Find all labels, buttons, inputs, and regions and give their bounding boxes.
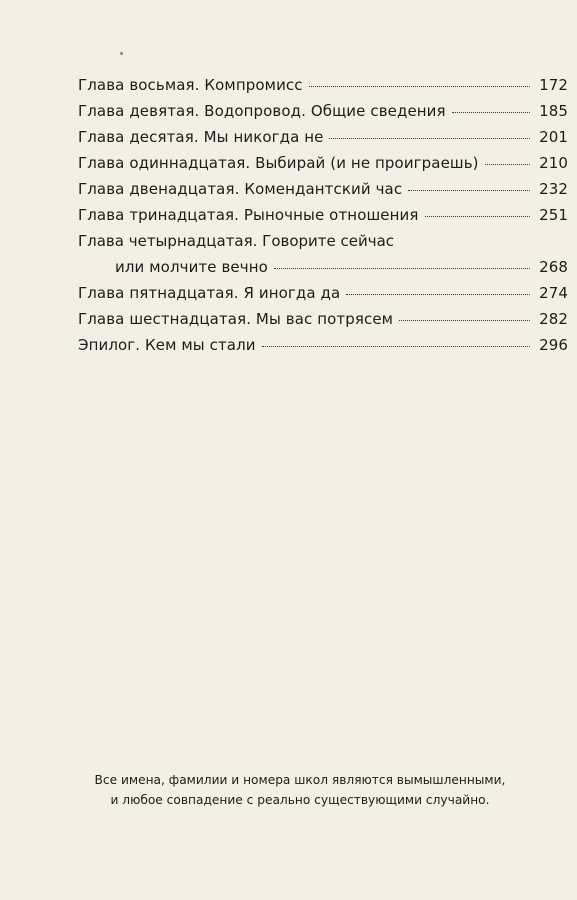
toc-entry-title: Глава шестнадцатая. Мы вас потрясем	[78, 310, 394, 328]
disclaimer-line: и любое совпадение с реально существующими случайно.	[110, 793, 490, 807]
toc-entry-title: Глава тринадцатая. Рыночные отношения	[78, 206, 419, 224]
toc-entry-page: 185	[539, 102, 568, 120]
toc-entry-page: 232	[539, 180, 568, 198]
disclaimer-note	[60, 770, 540, 810]
toc-entry-title: Глава девятая. Водопровод. Общие сведения	[78, 102, 446, 120]
dot-leader	[346, 294, 530, 295]
toc-entry-title-second-line: или молчите вечно	[115, 258, 268, 276]
toc-entry-page: 210	[539, 154, 568, 172]
dot-leader	[309, 86, 530, 87]
toc-entry	[78, 154, 568, 180]
dot-leader	[274, 268, 530, 269]
toc-entry-title: Глава восьмая. Компромисс	[78, 76, 303, 94]
dot-leader	[452, 112, 530, 113]
dot-leader	[262, 346, 530, 347]
toc-entry	[78, 206, 568, 232]
toc-entry	[78, 284, 568, 310]
toc-entry	[78, 180, 568, 206]
toc-entry-title: Глава одиннадцатая. Выбирай (и не проиграешь)	[78, 154, 479, 172]
dot-leader	[329, 138, 530, 139]
toc-entry-title-first-line: Глава четырнадцатая. Говорите сейчас	[78, 232, 395, 250]
toc-entry-page: 251	[539, 206, 568, 224]
toc-entry	[78, 336, 568, 362]
toc-entry-title: Глава десятая. Мы никогда не	[78, 128, 324, 146]
toc-entry-page: 268	[539, 258, 568, 276]
toc-entry-page: 201	[539, 128, 568, 146]
toc-entry	[78, 128, 568, 154]
toc-entry	[78, 310, 568, 336]
toc-entry-page: 282	[539, 310, 568, 328]
toc-entry	[78, 258, 568, 284]
dot-leader	[485, 164, 530, 165]
toc-entry-page: 274	[539, 284, 568, 302]
toc-entry-title: Глава двенадцатая. Комендантский час	[78, 180, 403, 198]
toc-entry-page: 296	[539, 336, 568, 354]
dot-leader	[399, 320, 530, 321]
toc-entry	[78, 76, 568, 102]
toc-entry	[78, 102, 568, 128]
dot-leader	[425, 216, 530, 217]
page-speck	[120, 52, 123, 55]
table-of-contents	[78, 76, 568, 362]
dot-leader	[408, 190, 530, 191]
toc-entry-page: 172	[539, 76, 568, 94]
disclaimer-line: Все имена, фамилии и номера школ являются вымышленными,	[94, 773, 506, 787]
toc-entry-title: Глава пятнадцатая. Я иногда да	[78, 284, 341, 302]
toc-entry-title: Эпилог. Кем мы стали	[78, 336, 256, 354]
